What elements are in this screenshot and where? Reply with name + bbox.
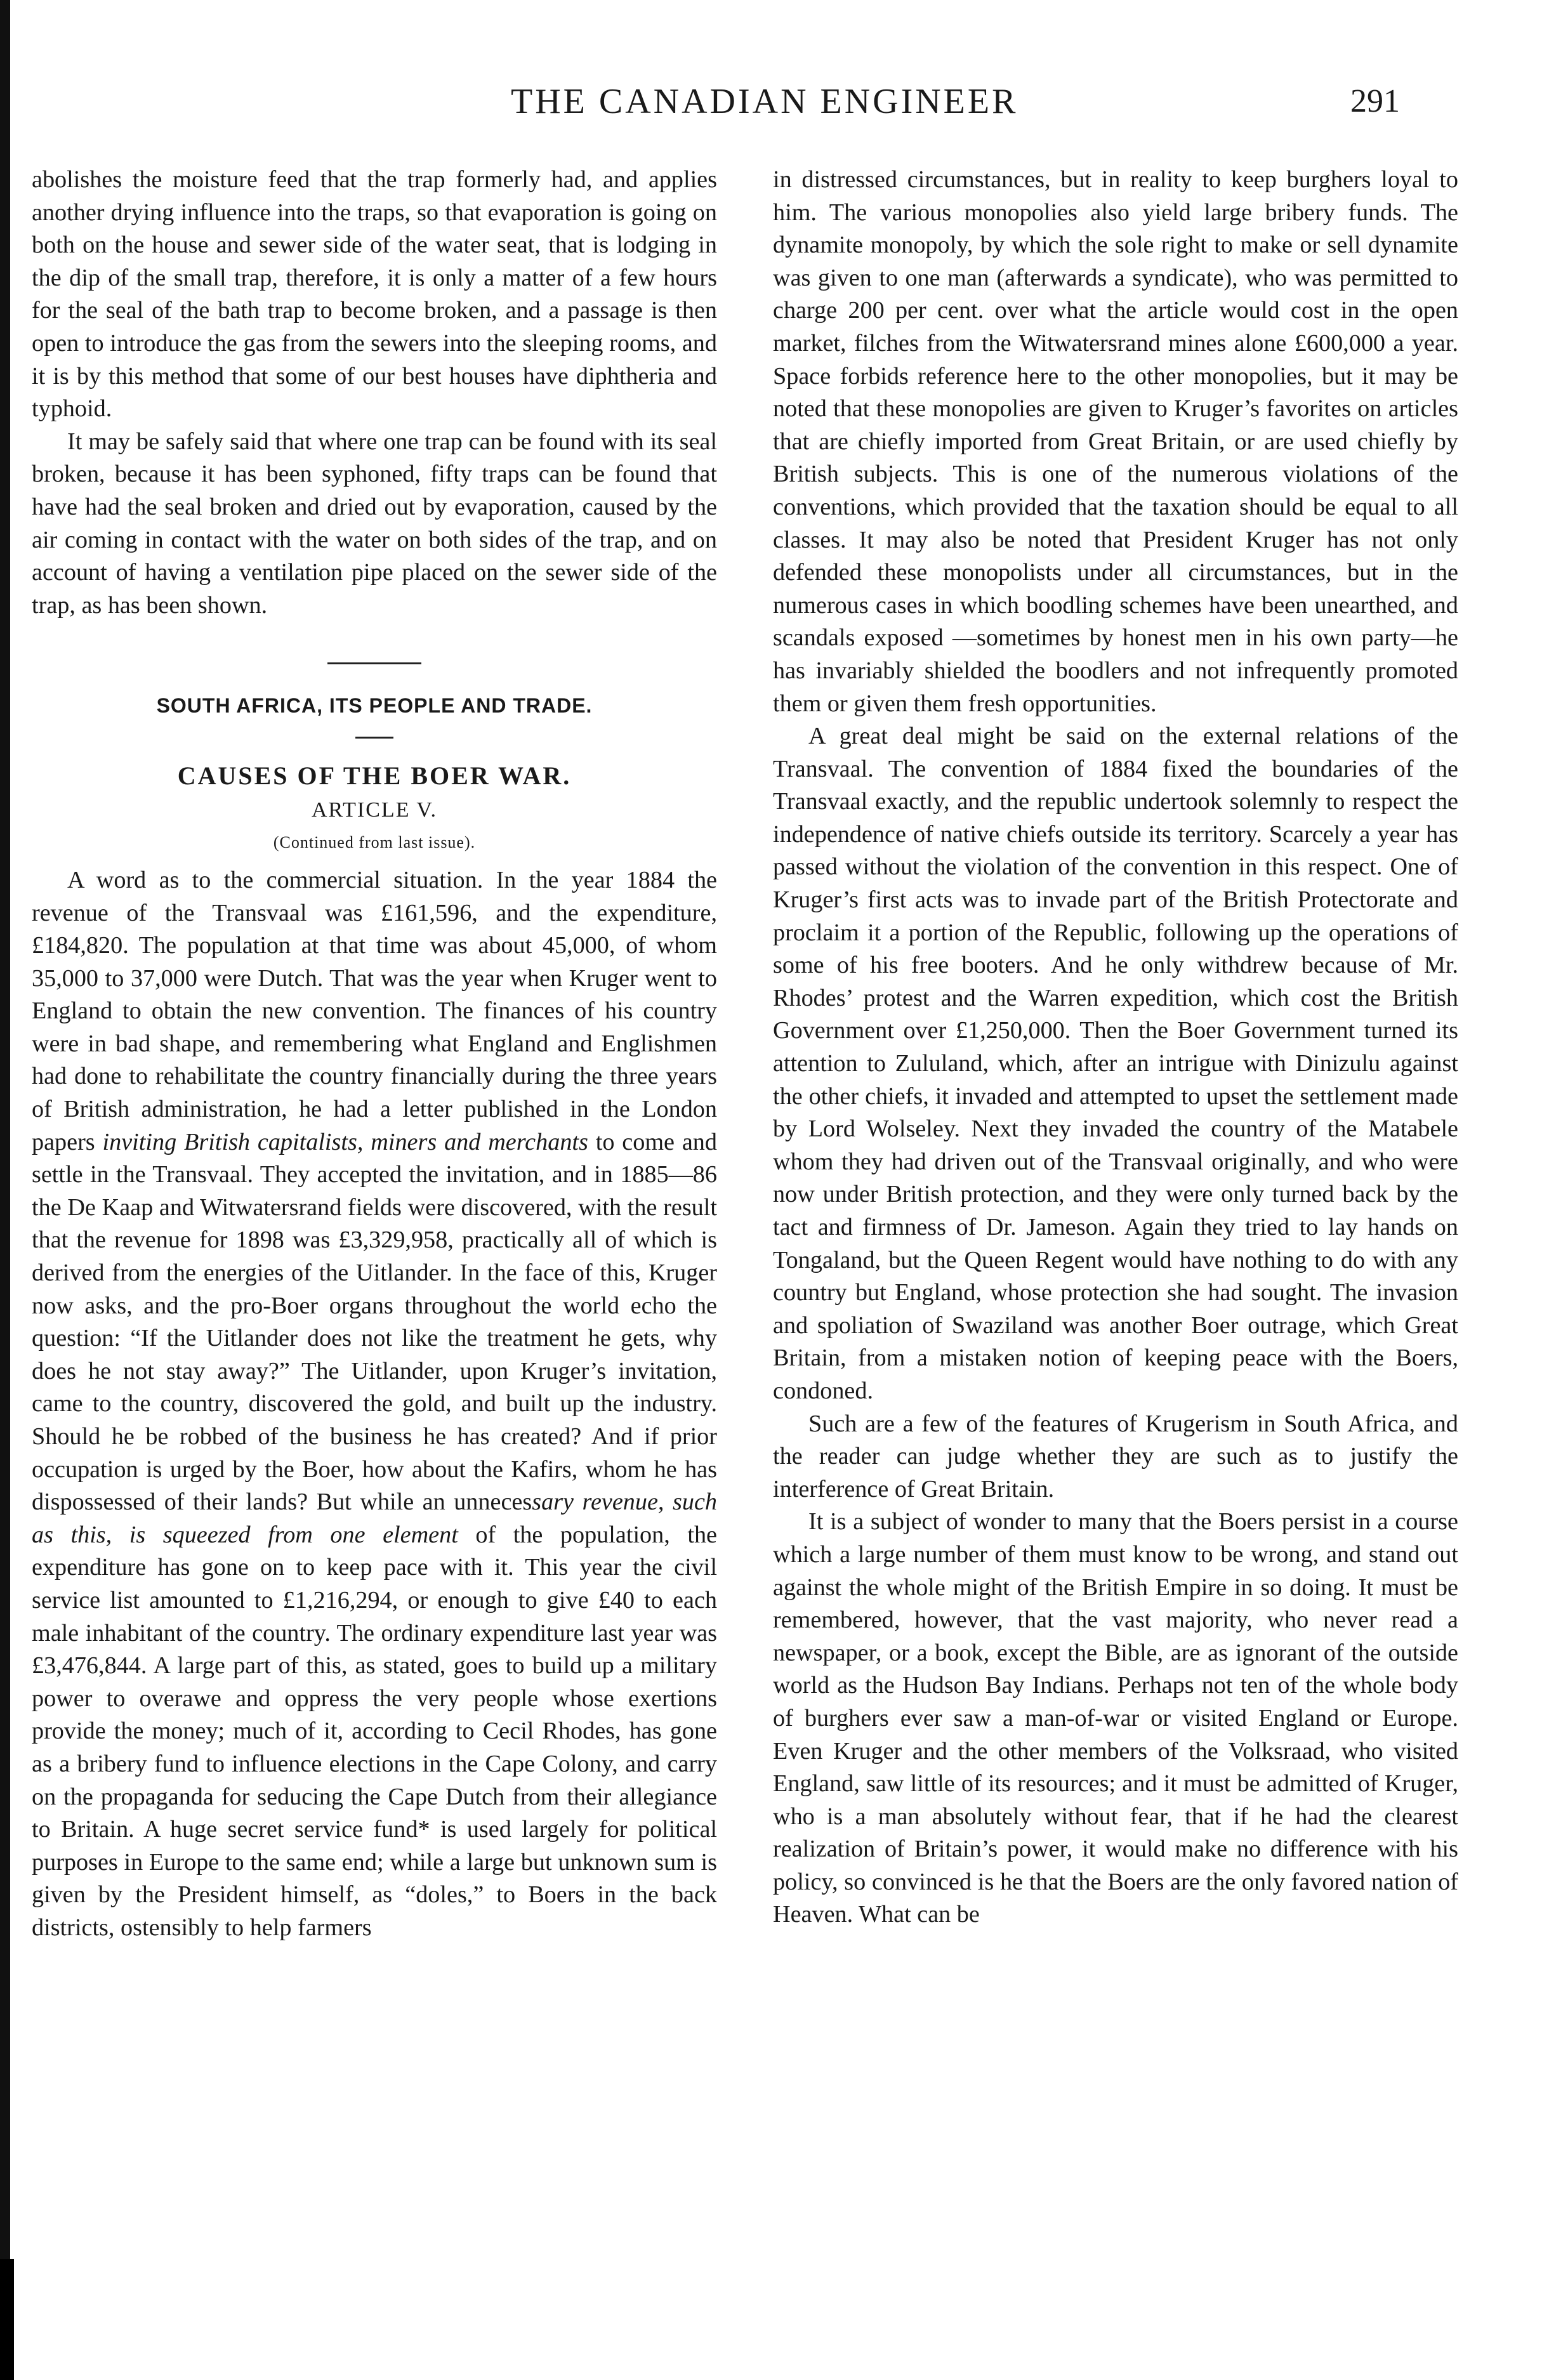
section-divider — [327, 662, 421, 664]
paragraph — [32, 864, 717, 1945]
paragraph: It is a subject of wonder to many that the Boers persist in a course which a large number of them must know to be wrong, and stand out against the whole might of the British Empire in so doing. It must be remembered, however, that the vast majority, who never read a newspaper, or a book, except the Bible, are as ignorant of the outside world as the Hudson Bay Indians. Perhaps not ten of the whole body of burghers ever saw a man-of-war or visited England or Europe. Even Kruger and the other members of the Volksraad, who visited England, saw little of its resources; and it must be admitted of Kruger, who is a man absolutely without fear, that if he had the clearest realization of Britain’s power, it would make no difference with his policy, so convinced is he that the Boers are the only favored nation of Heaven. What can be — [773, 1508, 1458, 1928]
italic-text: sary revenue, such as this, is squeezed from one element — [32, 1489, 717, 1548]
paragraph-text: of the population, the expenditure has gone on to keep pace with it. This year the civil service list amounted to £1,216,294, or enough to give £40 to each male inhabitant of the country. The ordinary expenditure last year was £3,476,844. A large part of this, as stated, goes to build up a military power to overawe and oppress the very people whose exertions provide the money; much of it, according to Cecil Rhodes, has gone as a bribery fund to influence elections in the Cape Colony, and carry on the propaganda for seducing the Cape Dutch from their allegiance to Britain. A huge secret service fund* is used largely for political purposes in Europe to the same end; while a large but unknown sum is given by the President himself, as “doles,” to Boers in the back districts, ostensibly to help farmers — [32, 1521, 717, 1941]
paragraph: in distressed circumstances, but in reality to keep burghers loyal to him. The various monopolies also yield large bribery funds. The dynamite monopoly, by which the sole right to make or sell dynamite was given to one man (afterwards a syndicate), who was permitted to charge 200 per cent. over what the article would cost in the open market, filches from the Witwatersrand mines alone £600,000 a year. Space forbids reference here to the other monopolies, but it may be noted that these monopolies are given to Kruger’s favorites on articles that are chiefly imported from Great Britain, or are used chiefly by British subjects. This is one of the numerous violations of the conventions, which provided that the taxation should be equal to all classes. It may also be noted that President Kruger has not only defended these monopolists under all circumstances, but in the numerous cases in which boodling schemes have been unearthed, and scandals exposed —sometimes by honest men in his own party—he has invariably shielded the boodlers and not infrequently promoted them or given them fresh opportunities. — [773, 166, 1458, 717]
section-heading: SOUTH AFRICA, ITS PEOPLE AND TRADE. — [156, 694, 593, 718]
continued-note: (Continued from last issue). — [273, 832, 476, 851]
paragraph-text: A word as to the commercial situation. In the year 1884 the revenue of the Transvaal was £161,596, and the expenditure, £184,820. The population at that time was about 45,000, of whom 35,000 to 37,000 were Dutch. That was the year when Kruger went to England to obtain the new convention. The finances of his country were in bad shape, and remembering what England and Englishmen had done to rehabilitate the country financially during the three years of British administration, he had a letter published in the London papers — [32, 866, 717, 1155]
right-column — [773, 164, 1458, 1931]
paragraph: abolishes the moisture feed that the trap formerly had, and applies another drying influence into the traps, so that evaporation is going on both on the house and sewer side of the water seat, that is lodging in the dip of the small trap, therefore, it is only a matter of a few hours for the seal of the bath trap to become broken, and a passage is then open to introduce the gas from the sewers into the sleeping rooms, and it is by this method that some of our best houses have diphtheria and typhoid. — [32, 166, 717, 423]
paragraph: Such are a few of the features of Krugerism in South Africa, and the reader can judge whether they are such as to justify the interference of Great Britain. — [773, 1410, 1458, 1502]
paragraph-text: to come and settle in the Transvaal. They accepted the invitation, and in 1885—86 the De Kaap and Witwatersrand fields were discovered, with the result that the revenue for 1898 was £3,329,958, practically all of which is derived from the energies of the Uitlander. In the face of this, Kruger now asks, and the pro-Boer organs throughout the world echo the question: “If the Uitlander does not like the treatment he gets, why does he not stay away?” The Uitlander, upon Kruger’s invitation, came to the country, discovered the gold, and built up the industry. Should he be robbed of the business he has created? And if prior occupation is urged by the Boer, how about the Kafirs, whom he has dispossessed of their lands? But while an unneces — [32, 1128, 717, 1516]
left-column — [32, 164, 717, 1945]
journal-title: THE CANADIAN ENGINEER — [511, 82, 1018, 121]
article-title: CAUSES OF THE BOER WAR. — [177, 761, 572, 790]
page-number: 291 — [1350, 83, 1400, 119]
running-head — [0, 81, 1542, 132]
page-binding-edge-bottom — [0, 2259, 14, 2380]
paragraph: A great deal might be said on the external relations of the Transvaal. The convention of 1884 fixed the boundaries of the Transvaal exactly, and the republic undertook solemnly to respect the independence of native chiefs outside its territory. Scarcely a year has passed without the violation of the convention in this respect. One of Kruger’s first acts was to invade part of the British Protectorate and proclaim it a portion of the Republic, following up the operations of some of his free booters. And he only withdrew because of Mr. Rhodes’ protest and the Warren expedition, which cost the British Government over £1,250,000. Then the Boer Government turned its attention to Zululand, which, after an intrigue with Dinizulu against the other chiefs, it invaded and attempted to upset the settlement made by Lord Wolseley. Next they invaded the country of the Matabele whom they had driven out of the Transvaal originally, and who were now under British protection, and they were only turned back by the tact and firmness of Dr. Jameson. Again they tried to lay hands on Tongaland, but the Queen Regent would have nothing to do with any country but England, whose protection she had sought. The invasion and spoliation of Swaziland was another Boer outrage, which Great Britain, from a mistaken notion of keeping peace with the Boers, condoned. — [773, 723, 1458, 1404]
italic-text: inviting British capitalists, miners and merchants — [102, 1128, 588, 1155]
paragraph: It may be safely said that where one trap can be found with its seal broken, because it has been syphoned, fifty traps can be found that have had the seal broken and dried out by evaporation, caused by the air coming in contact with the water on both sides of the trap, and on account of having a ventilation pipe placed on the sewer side of the trap, as has been shown. — [32, 428, 717, 619]
page-binding-edge — [0, 0, 10, 2380]
heading-divider — [355, 737, 393, 739]
article-number: ARTICLE V. — [311, 798, 438, 822]
